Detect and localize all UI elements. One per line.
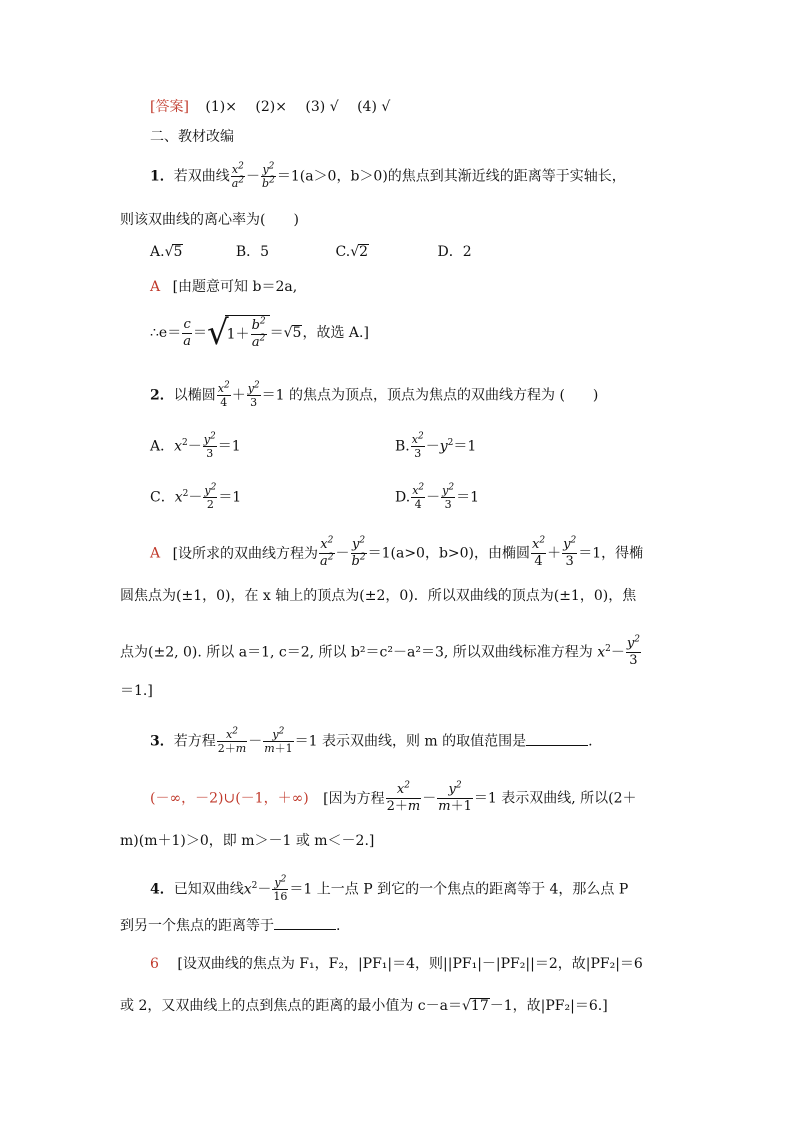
q1-pre: 若双曲线 bbox=[173, 168, 230, 185]
q4-stem: 4．已知双曲线$x^2-$ $\frac{y^2}{16}$ ＝1 上一点 P 到它的一个焦点的距离等于 4，那么点 P bbox=[150, 874, 629, 903]
q2-option-b: B. $\frac{x^2}{3}$ $-y^2=1$ bbox=[395, 431, 477, 460]
q1-option-c: C.√2 bbox=[335, 244, 369, 260]
q3-answer-blank bbox=[526, 733, 588, 746]
q1-option-b: B．5 bbox=[235, 244, 270, 260]
q1-line2: 则该双曲线的离心率为( ) bbox=[120, 212, 299, 228]
q3-answer: (－∞，－2)∪(－1，＋∞) bbox=[150, 790, 309, 807]
q1-solution-line2: ∴e＝ $\frac{c}{a}$ ＝√1＋ $\frac{b^2}{a^2}$ ＝√5，故选 A.] bbox=[150, 313, 369, 353]
q4-line2: 到另一个焦点的距离等于 . bbox=[120, 918, 341, 934]
answer-item: (2)× bbox=[255, 99, 287, 115]
q3-solution-line1: (－∞，－2)∪(－1，＋∞) [因为方程 $\frac{x^2}{2+m}$ － $\frac{y^2}{m+1}$ ＝1 表示双曲线, 所以(2＋ bbox=[150, 780, 637, 814]
q2-option-d: D. $\frac{x^2}{4}$ － $\frac{y^2}{3}$ ＝1 bbox=[395, 482, 480, 511]
q4-answer-blank bbox=[274, 917, 336, 930]
q2-stem: 2．以椭圆 $\frac{x^2}{4}$ ＋ $\frac{y^2}{3}$ ＝1 的焦点为顶点，顶点为焦点的双曲线方程为 ( ) bbox=[150, 380, 599, 409]
answer-item: (3) √ bbox=[305, 99, 339, 115]
q4-solution-line1: 6 [设双曲线的焦点为 F₁，F₂，|PF₁|＝4，则||PF₁|－|PF₂||＝2，故|PF₂|＝6 bbox=[150, 956, 643, 972]
q1-solution-text: [由题意可知 b＝2a, bbox=[172, 279, 298, 295]
answer-tag: [答案] bbox=[150, 99, 189, 115]
q2-solution-line4: ＝1.] bbox=[120, 683, 153, 699]
q2-number: 2． bbox=[150, 387, 174, 404]
q1-frac-y: $\frac{y^2}{b^2}$ bbox=[262, 161, 275, 190]
q3-stem: 3．若方程 $\frac{x^2}{2+m}$ － $\frac{y^2}{m+1}$ ＝1 表示双曲线，则 m 的取值范围是 . bbox=[150, 726, 593, 755]
q2-option-a: A．$x^2-$ $\frac{y^2}{3}$ ＝1 bbox=[150, 431, 241, 460]
q1-frac-ca: $\frac{c}{a}$ bbox=[183, 316, 191, 349]
q4-solution-line2: 或 2，又双曲线上的点到焦点的距离的最小值为 c－a＝√17－1，故|PF₂|＝6.] bbox=[120, 998, 608, 1014]
q1-number: 1． bbox=[150, 168, 174, 185]
q1-solution-line1 bbox=[150, 280, 297, 294]
q1-option-d: D．2 bbox=[437, 244, 472, 260]
q1-cond: ＝1(a＞0，b＞0)的焦点到其渐近线的距离等于实轴长， bbox=[276, 168, 626, 185]
answer-item: (1)× bbox=[205, 99, 237, 115]
q2-option-c: C．$x^2-$ $\frac{y^2}{2}$ ＝1 bbox=[150, 482, 242, 511]
q1-answer-letter: A bbox=[150, 279, 161, 295]
q1-frac-x: $\frac{x^2}{a^2}$ bbox=[231, 161, 245, 190]
q1-stem: 1．若双曲线 $\frac{x^2}{a^2}$ － $\frac{y^2}{b^2}$ ＝1(a＞0，b＞0)的焦点到其渐近线的距离等于实轴长， bbox=[150, 161, 626, 190]
answer-item: (4) √ bbox=[357, 99, 391, 115]
q2-solution-line1: A [设所求的双曲线方程为 $\frac{x^2}{a^2}$ － $\frac{y^2}{b^2}$ ＝1(a>0，b>0)，由椭圆 $\frac{x^2}{4}$ ＋ $\frac{y^2}{3}$ ＝1，得椭 bbox=[150, 535, 644, 569]
q1-radical: √1＋ $\frac{b^2}{a^2}$ bbox=[207, 315, 270, 351]
q1-options bbox=[150, 244, 472, 259]
q2-solution-line2: 圆焦点为(±1，0)，在 x 轴上的顶点为(±2，0)．所以双曲线的顶点为(±1，0)，焦 bbox=[120, 588, 637, 604]
section-title: 二、教材改编 bbox=[150, 129, 234, 145]
answer-row bbox=[150, 100, 390, 114]
q2-solution-line3: 点为(±2, 0). 所以 a＝1, c＝2, 所以 b²＝c²－a²＝3, 所以双曲线标准方程为 $x^2-$ $\frac{y^2}{3}$ bbox=[120, 634, 640, 668]
q1-option-a: A.√5 bbox=[150, 244, 183, 260]
q4-answer: 6 bbox=[150, 956, 159, 972]
q3-solution-line2: m)(m＋1)＞0，即 m＞－1 或 m＜－2.] bbox=[120, 833, 375, 849]
